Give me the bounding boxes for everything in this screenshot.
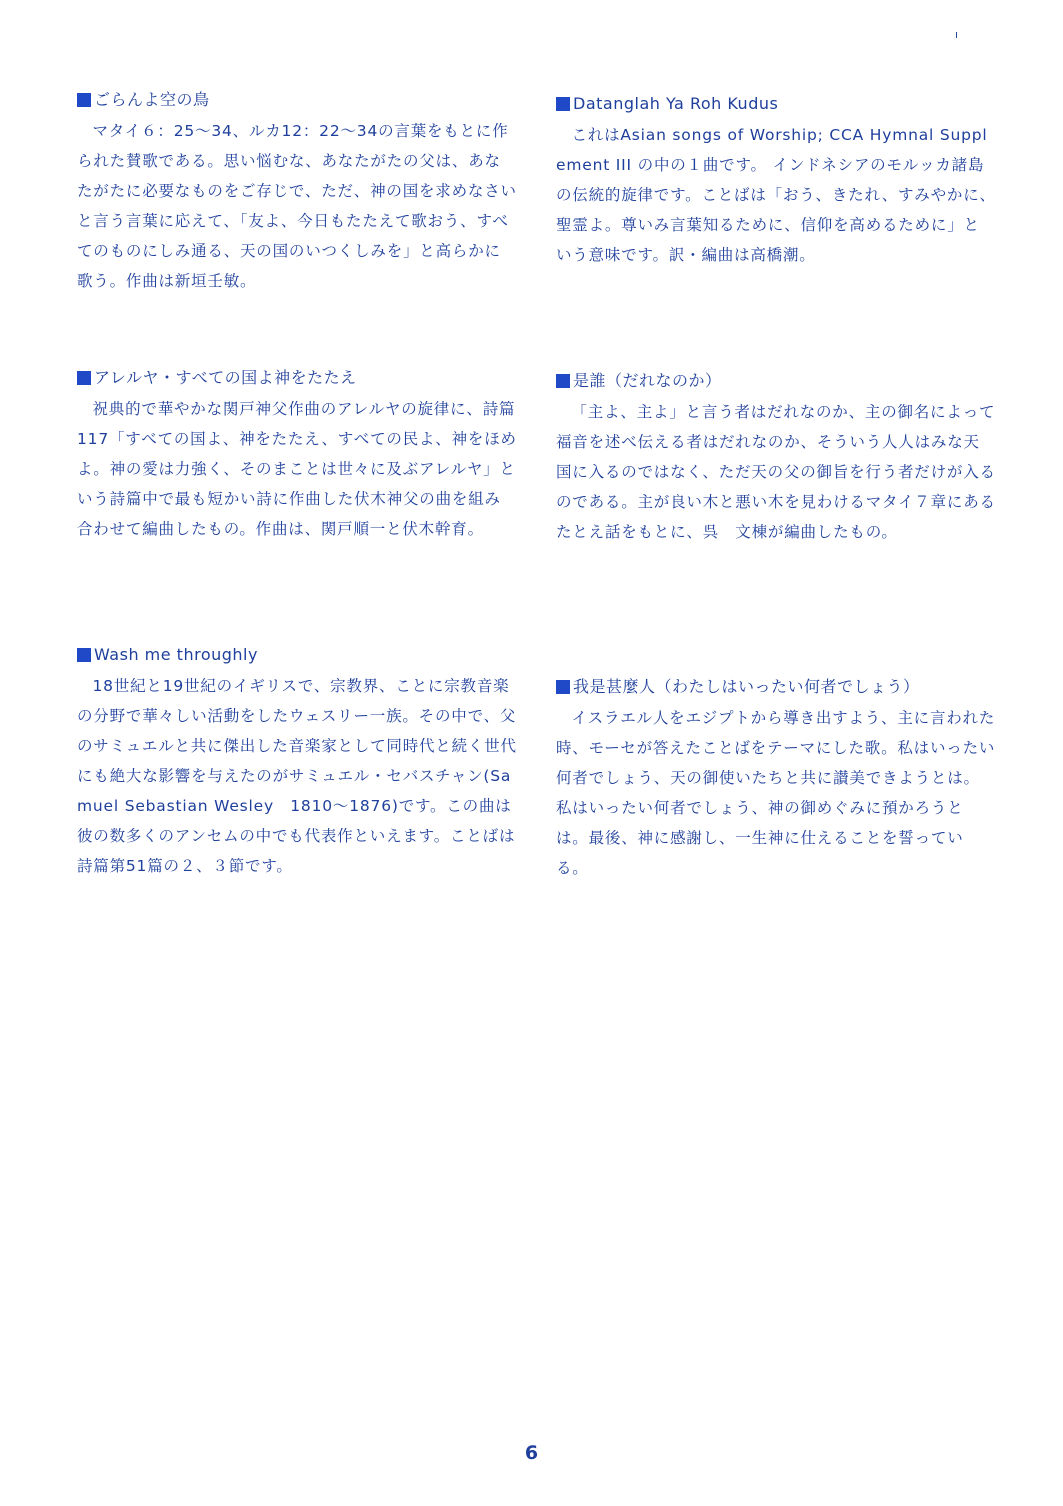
section-title bbox=[556, 92, 996, 116]
section-title bbox=[77, 88, 517, 112]
section-title-text: ごらんよ空の鳥 bbox=[94, 90, 210, 109]
square-bullet-icon bbox=[556, 97, 570, 111]
section-wo-shi-shenme-ren bbox=[556, 675, 996, 883]
square-bullet-icon bbox=[77, 371, 91, 385]
section-title bbox=[77, 366, 517, 390]
section-wash-me-throughly bbox=[77, 643, 517, 881]
section-gorannyo-sora-no-tori bbox=[77, 88, 517, 296]
section-title bbox=[556, 369, 996, 393]
square-bullet-icon bbox=[77, 648, 91, 662]
section-shi-shui bbox=[556, 369, 996, 547]
section-title-text: アレルヤ・すべての国よ神をたたえ bbox=[94, 368, 357, 387]
section-title-text: Datanglah Ya Roh Kudus bbox=[573, 94, 779, 113]
section-alleluia bbox=[77, 366, 517, 544]
square-bullet-icon bbox=[556, 374, 570, 388]
section-datanglah-ya-roh-kudus bbox=[556, 92, 996, 270]
corner-mark: ı bbox=[955, 28, 959, 41]
section-body: これはAsian songs of Worship; CCA Hymnal Supplement III の中の１曲です。 インドネシアのモルッカ諸島の伝統的旋律です。ことばは「おう、きたれ、すみやかに、聖霊よ。尊いみ言葉知るために、信仰を高めるために」という意味です。訳・編曲は高橋潮。 bbox=[556, 126, 996, 264]
page-number: 6 bbox=[524, 1442, 539, 1464]
section-body: マタイ６：25～34、ルカ12：22～34の言葉をもとに作られた賛歌である。思い悩むな、あなたがたの父は、あなたがたに必要なものをご存じで、ただ、神の国を求めなさいと言う言葉に応えて、「友よ、今日もたたえて歌おう、すべてのものにしみ通る、天の国のいつくしみを」と高らかに歌う。作曲は新垣壬敏。 bbox=[77, 122, 517, 290]
square-bullet-icon bbox=[556, 680, 570, 694]
section-title-text: Wash me throughly bbox=[94, 645, 258, 664]
section-body: 祝典的で華やかな関戸神父作曲のアレルヤの旋律に、詩篇117「すべての国よ、神をたたえ、すべての民よ、神をほめよ。神の愛は力強く、そのまことは世々に及ぶアレルヤ」という詩篇中で最も短かい詩に作曲した伏木神父の曲を組み合わせて編曲したもの。作曲は、関戸順一と伏木幹育。 bbox=[77, 400, 517, 538]
section-title-text: 我是甚麼人（わたしはいったい何者でしょう） bbox=[573, 677, 920, 696]
section-body: 「主よ、主よ」と言う者はだれなのか、主の御名によって福音を述べ伝える者はだれなのか、そういう人人はみな天国に入るのではなく、ただ天の父の御旨を行う者だけが入るのである。主が良い木と悪い木を見わけるマタイ７章にあるたとえ話をもとに、呉 文棟が編曲したもの。 bbox=[556, 403, 996, 541]
section-body: イスラエル人をエジプトから導き出すよう、主に言われた時、モーセが答えたことばをテーマにした歌。私はいったい何者でしょう、天の御使いたちと共に讃美できようとは。私はいったい何者でしょう、神の御めぐみに預かろうとは。最後、神に感謝し、一生神に仕えることを誓っている。 bbox=[556, 709, 996, 877]
section-body: 18世紀と19世紀のイギリスで、宗教界、ことに宗教音楽の分野で華々しい活動をしたウェスリー一族。その中で、父のサミュエルと共に傑出した音楽家として同時代と続く世代にも絶大な影響を与えたのがサミュエル・セバスチャン(Samuel Sebastian Wesley 1810～1876)です。この曲は彼の数多くのアンセムの中でも代表作といえます。ことばは詩篇第51篇の２、３節です。 bbox=[77, 677, 517, 875]
section-title bbox=[77, 643, 517, 667]
square-bullet-icon bbox=[77, 93, 91, 107]
section-title bbox=[556, 675, 996, 699]
section-title-text: 是誰（だれなのか） bbox=[573, 371, 722, 390]
